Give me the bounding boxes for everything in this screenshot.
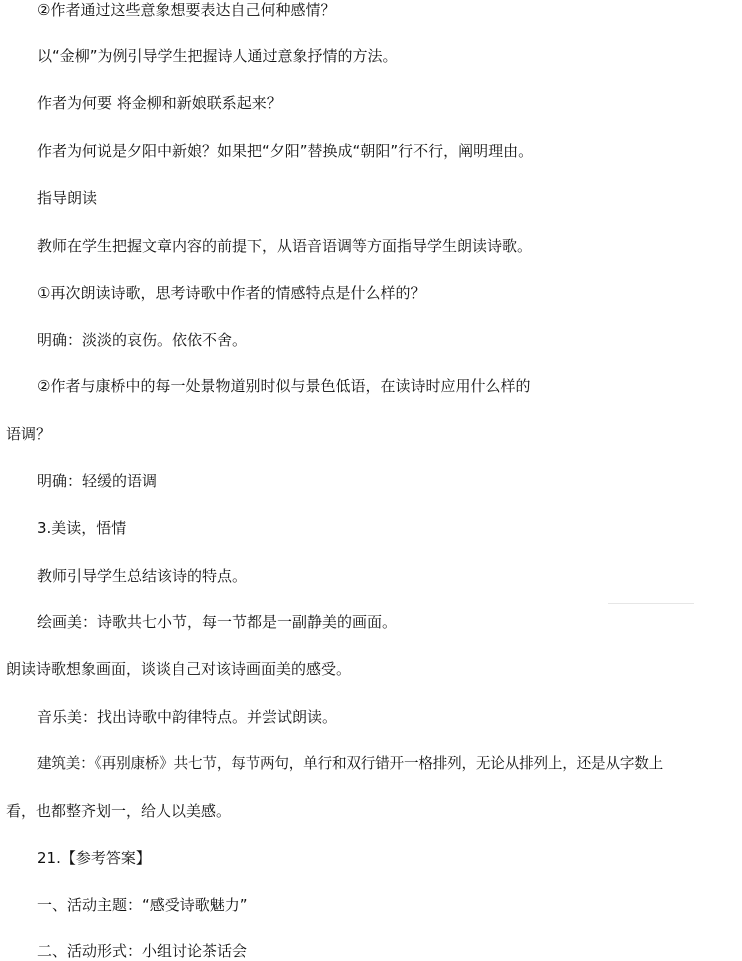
text-line-18: 看，也都整齐划一，给人以美感。 (6, 802, 232, 820)
text-line-15: 朗读诗歌想象画面，谈谈自己对该诗画面美的感受。 (6, 660, 352, 678)
text-line-1: ②作者通过这些意象想要表达自己何种感情？ (37, 1, 336, 19)
text-line-7: ①再次朗读诗歌，思考诗歌中作者的情感特点是什么样的？ (37, 284, 426, 302)
text-line-14: 绘画美：诗歌共七小节，每一节都是一副静美的画面。 (37, 613, 398, 631)
text-line-11: 明确：轻缓的语调 (37, 472, 158, 490)
text-line-17: 建筑美：《再别康桥》共七节，每节两句，单行和双行错开一格排列，无论从排列上，还是从字数上 (37, 755, 664, 772)
subheading-beautiful-reading: 3.美读，悟情 (37, 519, 127, 537)
text-line-6: 教师在学生把握文章内容的前提下，从语音语调等方面指导学生朗读诗歌。 (37, 237, 533, 255)
text-line-10: 语调？ (6, 425, 52, 443)
text-line-9: ②作者与康桥中的每一处景物道别时似与景色低语，在读诗时应用什么样的 (37, 377, 531, 395)
text-line-3: 作者为何要 将金柳和新娘联系起来？ (37, 94, 282, 112)
scan-artifact (608, 603, 694, 604)
text-line-16: 音乐美：找出诗歌中韵律特点。并尝试朗读。 (37, 708, 338, 726)
text-line-8: 明确：淡淡的哀伤。依依不舍。 (37, 331, 248, 349)
subheading-guided-reading: 指导朗读 (37, 189, 98, 207)
text-line-2: 以“金柳”为例引导学生把握诗人通过意象抒情的方法。 (37, 47, 398, 65)
text-line-4: 作者为何说是夕阳中新娘？如果把“夕阳”替换成“朝阳”行不行，阐明理由。 (37, 142, 534, 160)
text-line-21: 二、活动形式：小组讨论茶话会 (37, 942, 248, 960)
text-line-13: 教师引导学生总结该诗的特点。 (37, 567, 248, 585)
answer-heading: 21.【参考答案】 (37, 849, 151, 867)
text-line-20: 一、活动主题：“感受诗歌魅力” (37, 896, 248, 914)
